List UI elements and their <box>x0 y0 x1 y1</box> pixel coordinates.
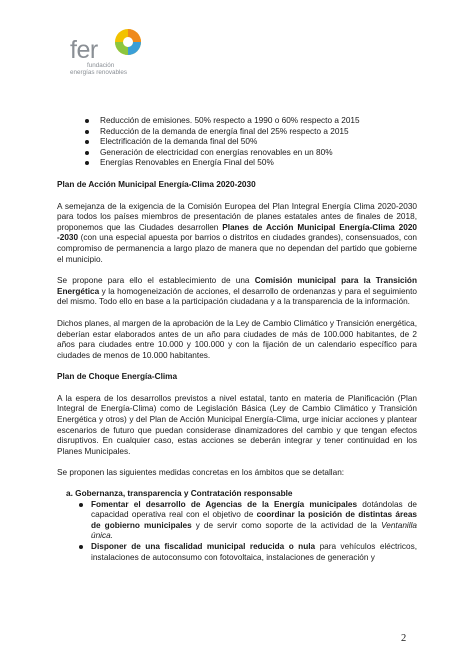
sun-swirl-icon <box>114 28 142 56</box>
list-item <box>79 542 417 563</box>
paragraph-text: Se propone para ello el establecimiento de una <box>57 276 255 286</box>
list-item-text: dotándolas de capacidad operativa real con el objetivo de <box>91 499 417 520</box>
paragraph-text: A semejanza de la exigencia de la Comisión Europea del Plan Integral Energía Clima 2020-2030 para todos los países miembros de presentación de planes estatales antes de finales de 2018, proponemos que las Ciudades desarrollen <box>57 201 417 232</box>
paragraph: Dichos planes, al margen de la aprobación de la Ley de Cambio Climático y Transición energética, deberían estar elaborados antes de un año para ciudades de más de 100.000 habitantes, de 2 años para ciudades entre 10.000 y 100.000 y con la fijación de un calendario específico para ciudades de menos de 10.000 habitantes. <box>57 318 417 360</box>
bullet-icon <box>85 151 89 155</box>
list-item <box>85 127 417 138</box>
list-item <box>79 500 417 542</box>
list-item-bold-text: Disponer de una fiscalidad municipal reducida o nula <box>91 542 316 551</box>
bullet-icon <box>85 119 89 123</box>
bullet-icon <box>85 140 89 144</box>
list-item <box>85 116 417 127</box>
list-item-bold-text: Fomentar el desarrollo de Agencias de la Energía municipales <box>91 499 358 509</box>
bullet-icon <box>79 545 83 549</box>
paragraph <box>57 276 417 308</box>
list-item-text: Electrificación de la demanda final del 50% <box>100 137 258 147</box>
list-item-text: y de servir como soporte de la actividad de la <box>191 520 382 530</box>
bullet-icon <box>85 161 89 165</box>
paragraph: Se proponen las siguientes medidas concretas en los ámbitos que se detallan: <box>57 468 345 478</box>
measures-list <box>79 500 417 564</box>
list-item-text: Reducción de emisiones. 50% respecto a 1990 o 60% respecto a 2015 <box>100 116 360 125</box>
list-item <box>85 137 417 148</box>
targets-list <box>85 116 417 169</box>
paragraph-text: (con una especial apuesta por barrios o distritos en ciudades grandes), consensuados, con compromiso de permanencia a largo plazo de manera que no dependan del partido que gobierne el municipio. <box>57 233 417 264</box>
list-item <box>85 148 417 159</box>
list-item-text: para vehículos eléctricos, instalaciones de autoconsumo con fotovoltaica, instalaciones de generación y <box>91 542 417 562</box>
fundacion-logo <box>70 28 160 76</box>
list-item <box>85 158 417 169</box>
paragraph-bold-text: Planes de Acción Municipal Energía-Clima 2020 -2030 <box>57 222 417 243</box>
logo-text: fer <box>70 36 98 64</box>
bullet-icon <box>79 503 83 507</box>
paragraph: A la espera de los desarrollos previstos a nivel estatal, tanto en materia de Planificación (Plan Integral de Energía-Clima) como de Legislación Básica (Ley de Cambio Climático y Transición Energética y otros) y del Plan de Acción Municipal Energía-Clima, urge iniciar acciones y plantear escenarios de futuro que puedan considerase dinamizadores del cambio y que tengan efectos disruptivos. En cualquier caso, estas acciones se deberán integrar y tener continuidad en los Planes Municipales. <box>57 393 417 456</box>
paragraph-text: y la homogeneización de acciones, el desarrollo de ordenanzas y para el seguimiento del mismo. Todo ello en base a la participación ciudadana y a la transparencia de la información. <box>57 286 417 307</box>
list-item-text: Energías Renovables en Energía Final del 50% <box>100 158 274 168</box>
section-heading-plan-accion: Plan de Acción Municipal Energía-Clima 2020-2030 <box>57 179 256 189</box>
paragraph <box>57 202 417 266</box>
document-body <box>57 116 417 563</box>
subsection-heading-gobernanza: a. Gobernanza, transparencia y Contratación responsable <box>66 489 293 499</box>
list-item-bold-text: coordinar la posición de distintas áreas de gobierno municipales <box>91 510 417 530</box>
paragraph-bold-text: Comisión municipal para la Transición Energética <box>57 276 417 296</box>
page-number: 2 <box>401 633 407 644</box>
list-item-italic-text: Ventanilla única. <box>91 520 417 541</box>
section-heading-plan-choque: Plan de Choque Energía-Clima <box>57 372 178 382</box>
logo-subtitle-2: energías renovables <box>70 69 128 76</box>
bullet-icon <box>85 130 89 134</box>
logo-subtitle-1: fundación <box>87 62 115 69</box>
list-item-text: Generación de electricidad con energías renovables en un 80% <box>100 147 333 157</box>
list-item-text: Reducción de la demanda de energía final del 25% respecto a 2015 <box>100 126 349 136</box>
